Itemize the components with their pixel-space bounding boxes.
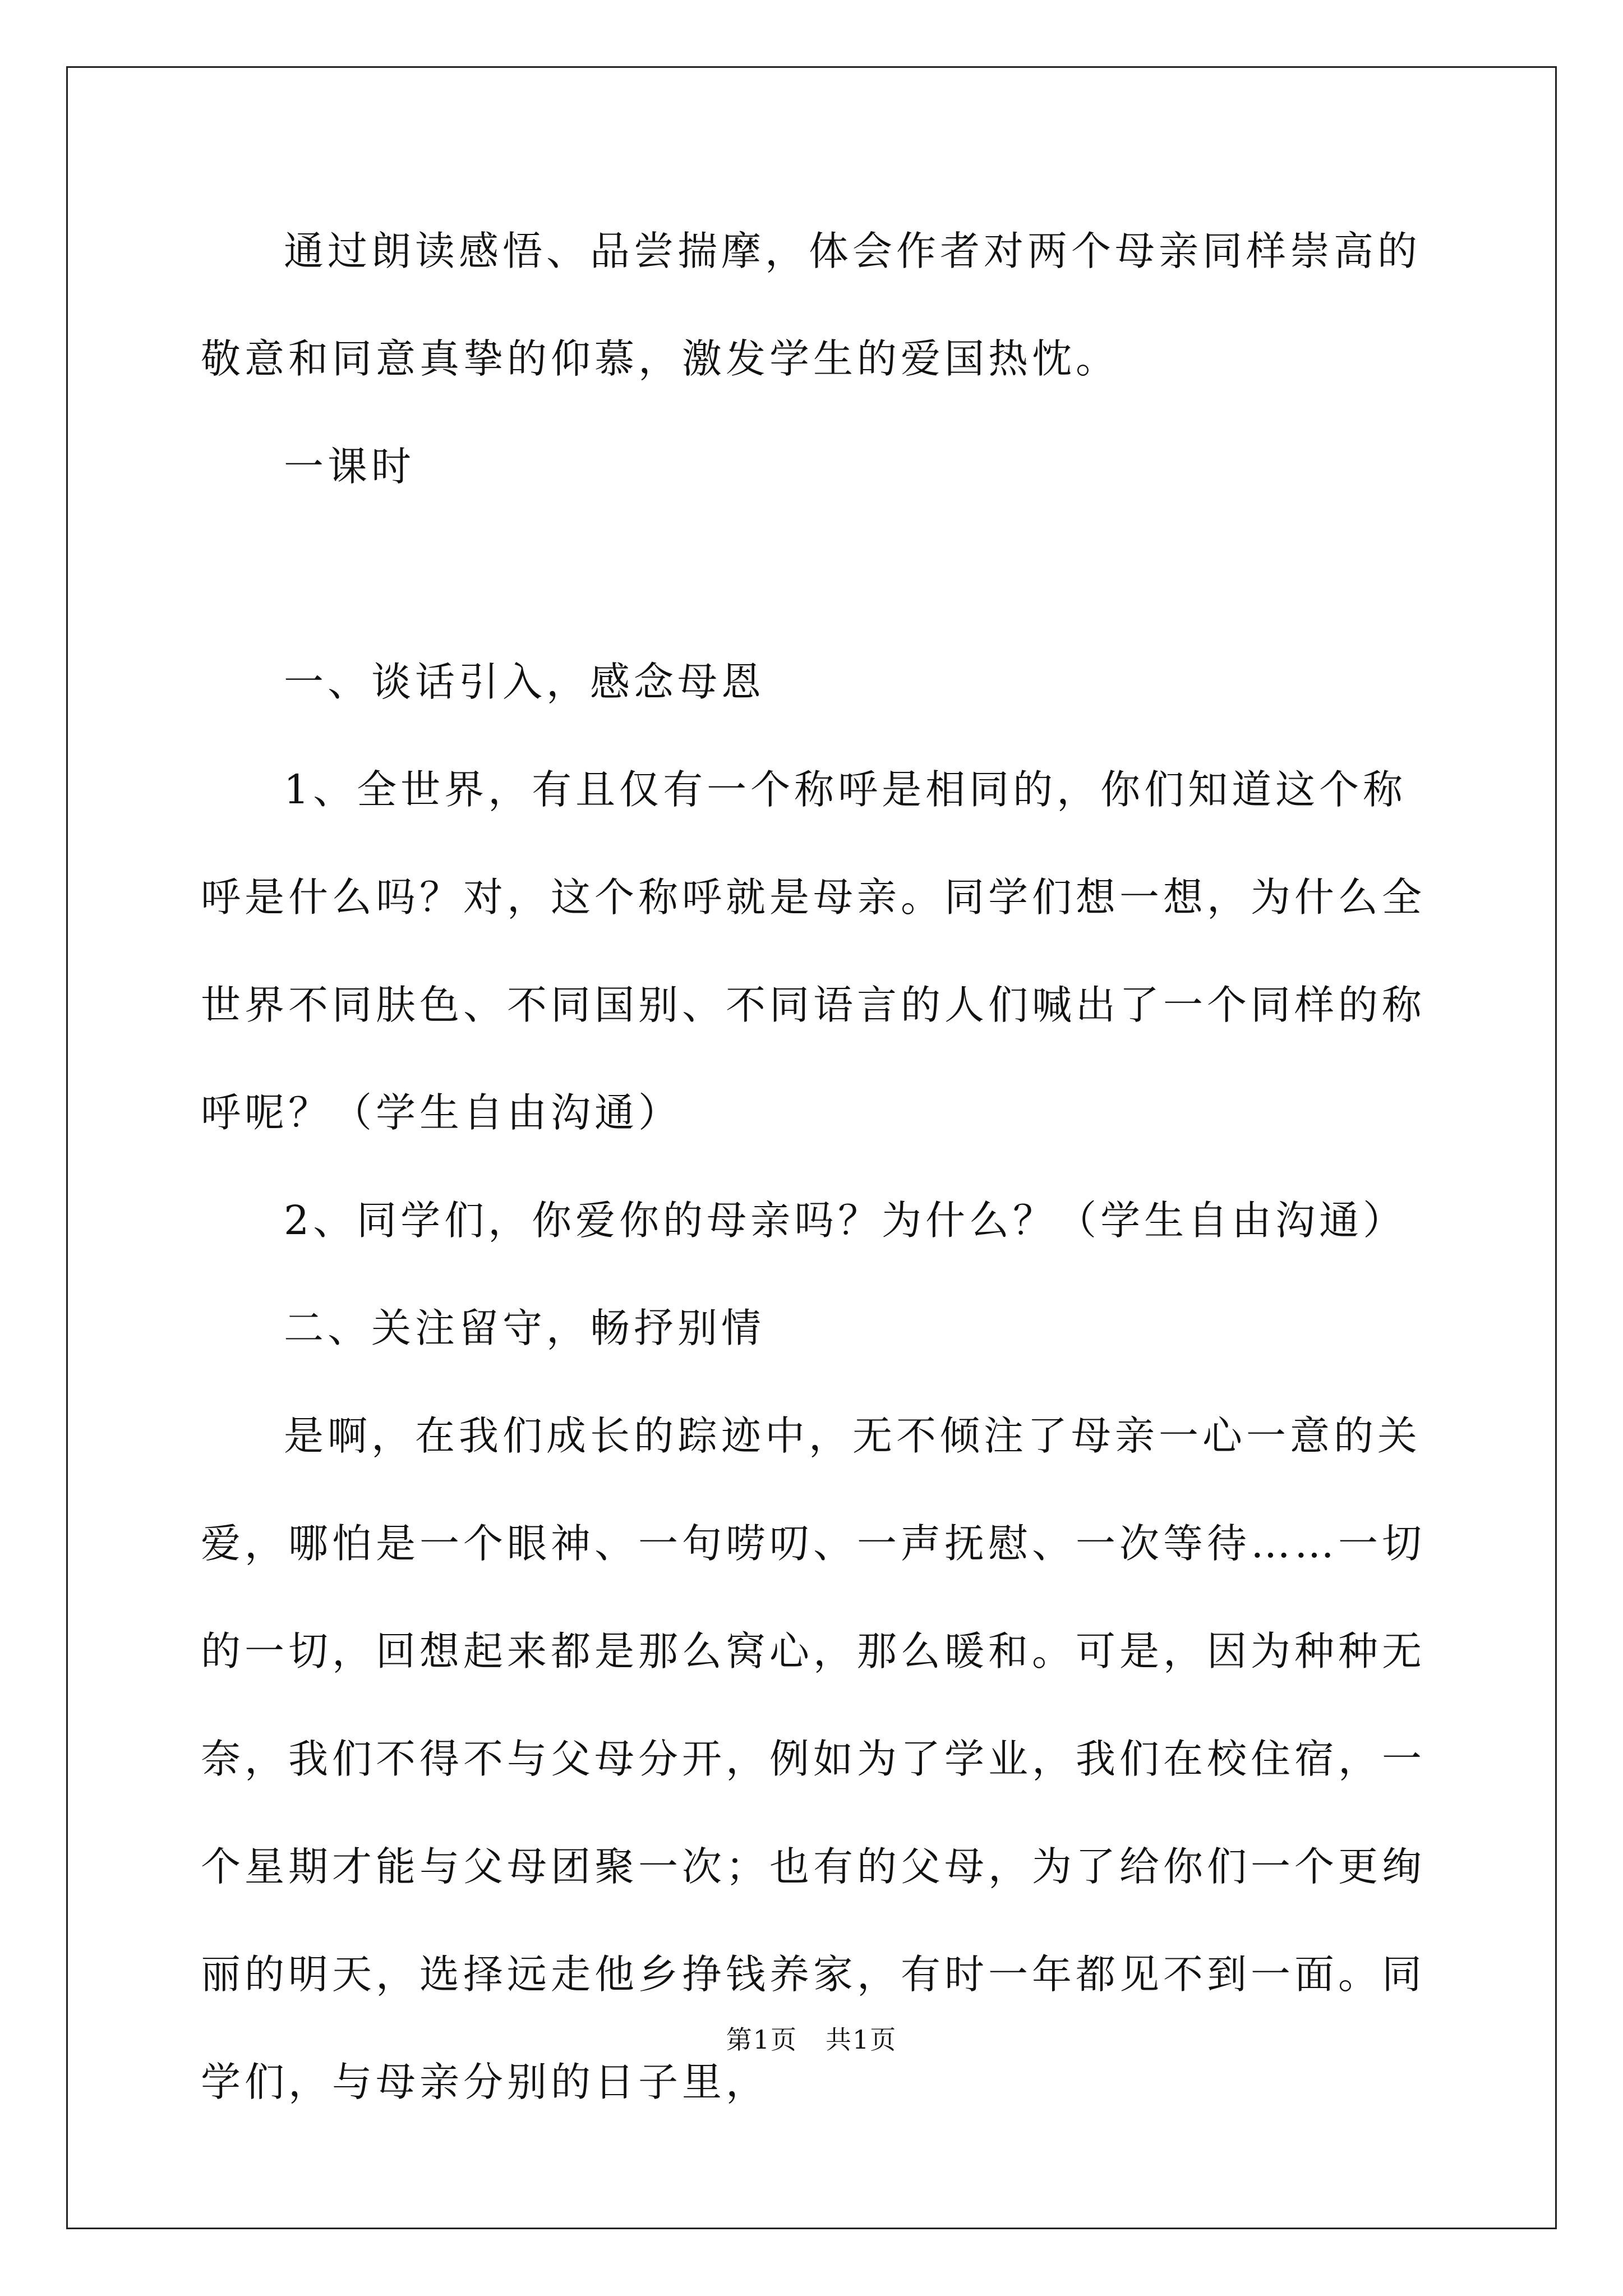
page-footer xyxy=(0,2019,1623,2056)
paragraph-lesson-period: 一课时 xyxy=(284,443,416,490)
section-heading-2: 二、关注留守，畅抒别情 xyxy=(284,1305,766,1351)
paragraph-intro: 通过朗读感悟、品尝揣摩，体会作者对两个母亲同样崇高的敬意和同意真挚的仰慕，激发学生的爱国热忱。 xyxy=(201,228,1422,382)
section-heading-1: 一、谈话引入，感念母恩 xyxy=(284,659,766,705)
paragraph-body: 是啊，在我们成长的踪迹中，无不倾注了母亲一心一意的关爱，哪怕是一个眼神、一句唠叨、一声抚慰、一次等待……一切的一切，回想起来都是那么窝心，那么暖和。可是，因为种种无奈，我们不得不与父母分开，例如为了学业，我们在校住宿，一个星期才能与父母团聚一次；也有的父母，为了给你们一个更绚丽的明天，选择远走他乡挣钱养家，有时一年都见不到一面。同学们，与母亲分别的日子里， xyxy=(201,1412,1426,2105)
page-total: 共1页 xyxy=(826,2024,897,2055)
page-number: 第1页 xyxy=(726,2024,797,2055)
paragraph-question-2: 2、同学们，你爱你的母亲吗？为什么？（学生自由沟通） xyxy=(284,1197,1407,1244)
paragraph-question-1: 1、全世界，有且仅有一个称呼是相同的，你们知道这个称呼是什么吗？对，这个称呼就是母亲。同学们想一想，为什么全世界不同肤色、不同国别、不同语言的人们喊出了一个同样的称呼呢？（学生自由沟通） xyxy=(201,766,1426,1136)
